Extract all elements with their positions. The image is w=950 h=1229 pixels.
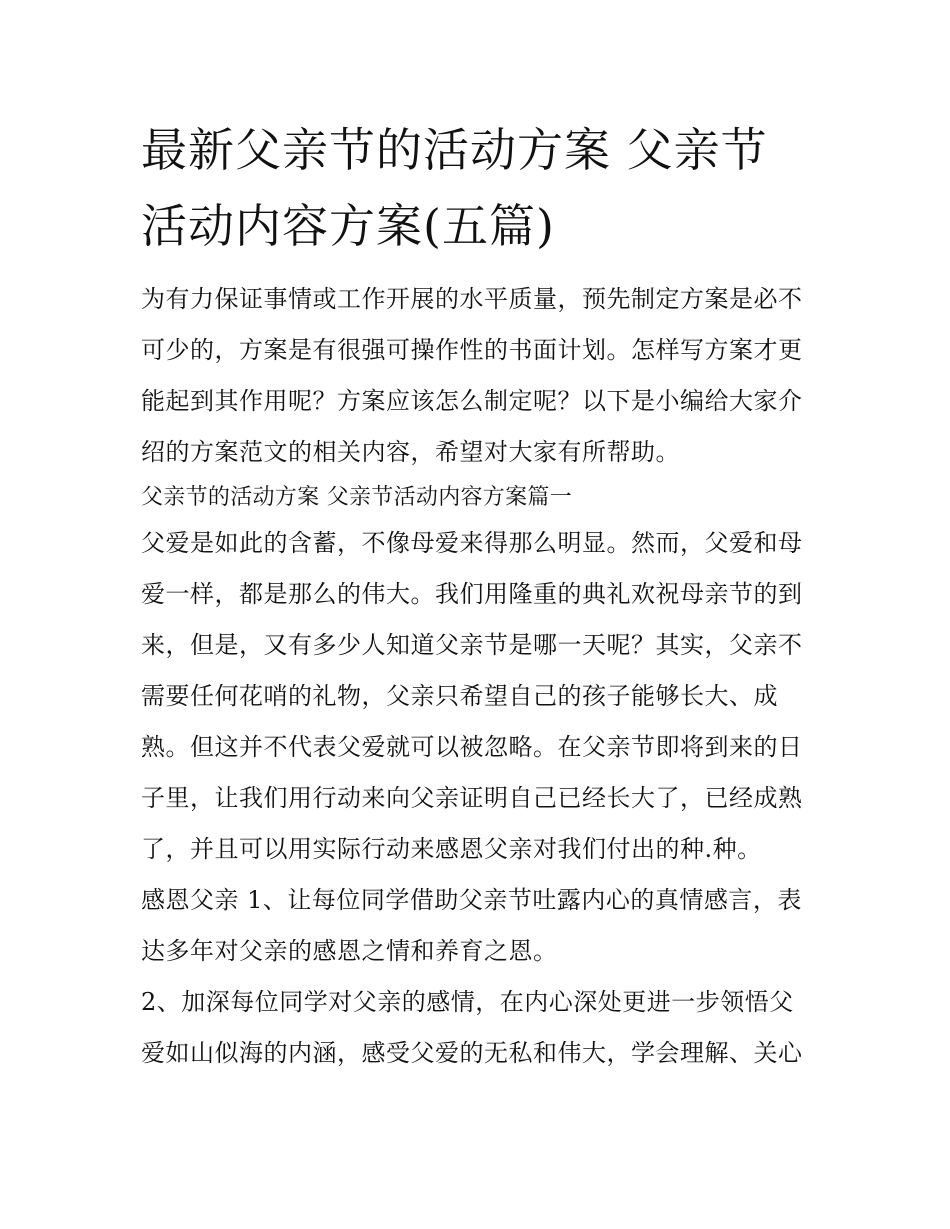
- section-body-paragraph: 父爱是如此的含蓄，不像母爱来得那么明显。然而，父爱和母爱一样，都是那么的伟大。我们用隆重的典礼欢祝母亲节的到来，但是，又有多少人知道父亲节是哪一天呢？其实，父亲不需要任何花哨的礼物，父亲只希望自己的孩子能够长大、成熟。但这并不代表父爱就可以被忽略。在父亲节即将到来的日子里，让我们用行动来向父亲证明自己已经长大了，已经成熟了，并且可以用实际行动来感恩父亲对我们付出的种.种。: [141, 529, 803, 863]
- title-line-2: 活动内容方案(五篇): [141, 199, 555, 253]
- point-1-paragraph: 感恩父亲 1、让每位同学借助父亲节吐露内心的真情感言，表达多年对父亲的感恩之情和养育之恩。: [141, 886, 802, 965]
- document-title: [141, 112, 817, 264]
- title-line-1: 最新父亲节的活动方案 父亲节: [141, 123, 768, 177]
- section-heading: 父亲节的活动方案 父亲节活动内容方案篇一: [141, 485, 572, 510]
- document-page: [141, 112, 817, 1079]
- intro-paragraph: 为有力保证事情或工作开展的水平质量，预先制定方案是必不可少的，方案是有很强可操作性的书面计划。怎样写方案才更能起到其作用呢？方案应该怎么制定呢？以下是小编给大家介绍的方案范文的相关内容，希望对大家有所帮助。: [141, 285, 803, 466]
- point-2-paragraph: 2、加深每位同学对父亲的感情，在内心深处更进一步领悟父爱如山似海的内涵，感受父爱的无私和伟大，学会理解、关心: [141, 988, 803, 1067]
